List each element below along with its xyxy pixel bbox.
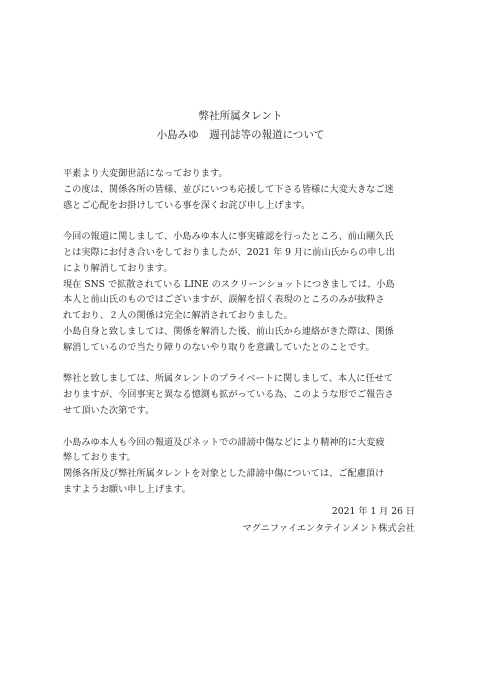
body-line: 惑とご心配をお掛けしている事を深くお詫び申し上げます。 [63,199,311,211]
document-heading-line-1: 弊社所属タレント [198,110,283,122]
body-line: 関係各所及び弊社所属タレントを対象とした誹謗中傷については、ご配慮頂け [63,468,385,480]
body-line: この度は、関係各所の皆様、並びにいつも応援して下さる皆様に大変大きなご迷 [63,183,394,195]
paragraph-request [63,435,423,498]
paragraph-gap [63,356,423,372]
body-line: とは実際にお付き合いをしておりましたが、2021 年 9 月に前山氏からの申し出 [63,246,395,258]
body-line: により解消しております。 [63,262,173,274]
body-line: 解消しているので当たり障りのないやり取りを意識していたとのことです。 [63,341,375,353]
body-line: 現在 SNS で拡散されている LINE のスクリーンショットにつきましては、小島 [63,278,395,290]
body-line: おりますが、今回事実と異なる憶測も拡がっている為、このような形でご報告さ [63,389,394,401]
body-line: 小島みゆ本人も今回の報道及びネットでの誹謗中傷などにより精神的に大変疲 [63,436,385,448]
signature-company: マグニファイエンタテインメント株式会社 [242,523,415,534]
paragraph-fact-check [63,229,423,355]
statement-body [63,166,423,498]
body-line: 弊社と致しましては、所属タレントのプライベートに関しまして、本人に任せて [63,373,394,385]
body-line: 本人と前山氏のものではございますが、誤解を招く表現のところのみが抜粋さ [63,294,385,306]
paragraph-company-position [63,371,423,418]
body-line: 弊しております。 [63,452,136,464]
body-line: ますようお願い申し上げます。 [63,483,191,495]
body-line: れており、２人の関係は完全に解消されておりました。 [63,310,293,322]
document-heading-line-2: 小島みゆ 週刊誌等の報道について [156,129,325,141]
body-line: せて頂いた次第です。 [63,404,155,416]
signature-date: 2021 年 1 月 26 日 [331,506,415,517]
body-line: 小島自身と致しましては、関係を解消した後、前山氏から連絡がきた際は、関係 [63,325,394,337]
paragraph-gap [63,419,423,435]
paragraph-greeting-apology [63,166,423,213]
paragraph-gap [63,213,423,229]
body-line: 平素より大変御世話になっております。 [63,168,228,179]
body-line: 今回の報道に関しまして、小島みゆ本人に事実確認を行ったところ、前山剛久氏 [63,231,394,243]
